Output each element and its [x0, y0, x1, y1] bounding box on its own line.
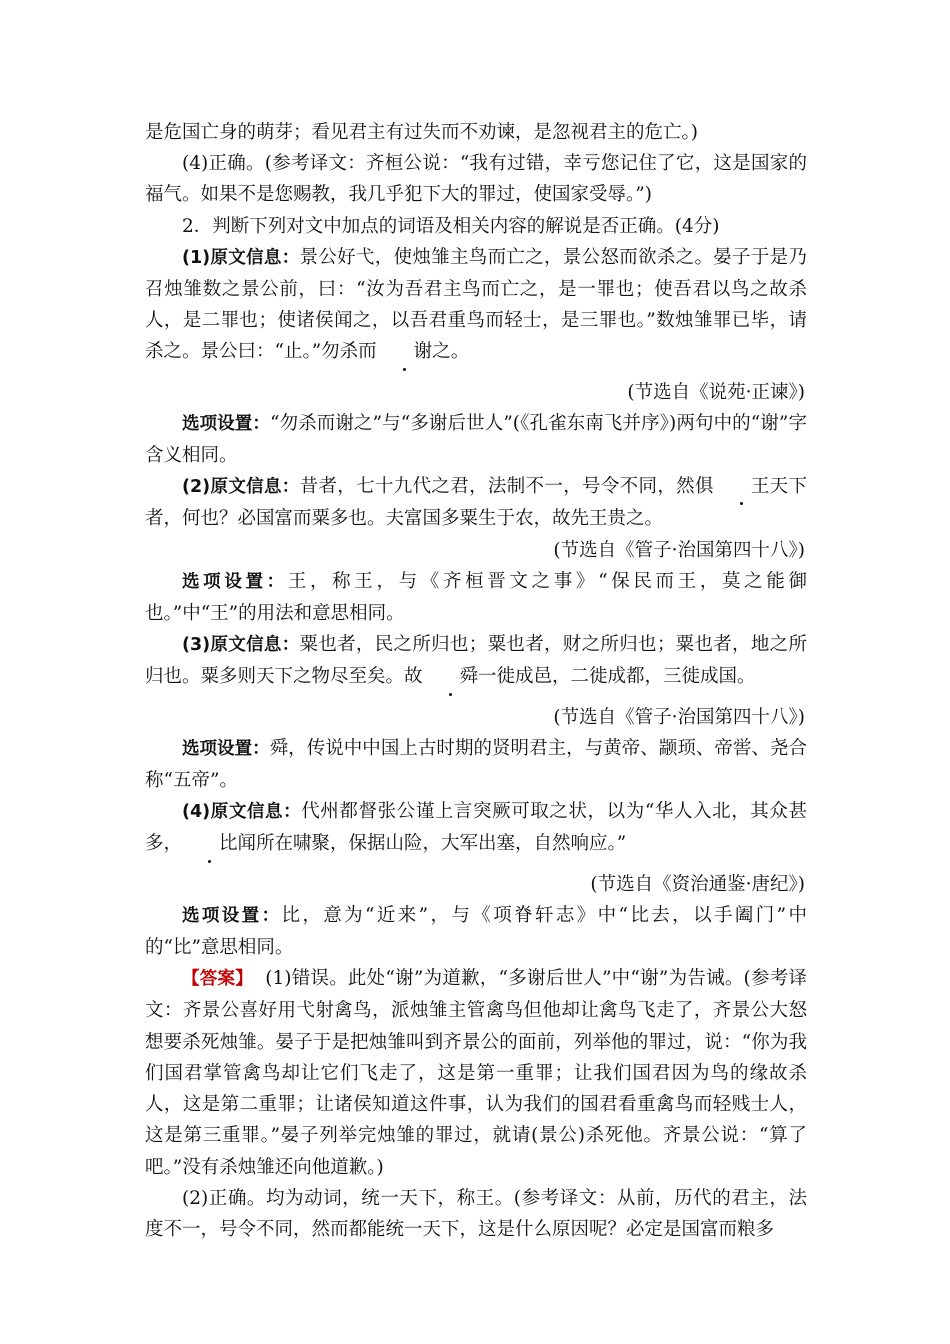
item-4-option: 选项设置：比，意为“近来”，与《项脊轩志》中“比去，以手阖门”中的“比”意思相同。 [145, 904, 807, 959]
item-2-option: 选项设置：王，称王，与《齐桓晋文之事》“保民而王，莫之能御也。”中“王”的用法和意思相同。 [145, 570, 807, 625]
item-3-option: 选项设置：舜，传说中中国上古时期的贤明君主，与黄帝、颛顼、帝喾、尧合称“五帝”。 [145, 737, 807, 792]
item-2-original-text: (2)原文信息：昔者，七十九代之君，法制不一，号令不同，然俱 王天下者，何也？必国富而粟多也。夫富国多粟生于农，故先王贵之。 [145, 471, 807, 534]
item-2-source: (节选自《管子·治国第四十八》) [553, 539, 805, 561]
answer-1: 【答案】 (1)错误。此处“谢”为道歉，“多谢后世人”中“谢”为告诫。(参考译文：齐景公喜好用弋射禽鸟，派烛雏主管禽鸟但他却让禽鸟飞走了，齐景公大怒想要杀死烛雏。晏子于是把烛雏叫到齐景公的面前，列举他的罪过，说：“你为我们国君掌管禽鸟却让它们飞走了，这是第一重罪；让我们国君因为鸟的缘故杀人，这是第二重罪；让诸侯知道这件事，认为我们的国君看重禽鸟而轻贱士人，这是第三重罪。”晏子列举完烛雏的罪过，就请(景公)杀死他。齐景公说：“算了吧。”没有杀烛雏还向他道歉。) [145, 968, 808, 1178]
item-1-source: (节选自《说苑·正谏》) [627, 381, 805, 403]
answer-2: (2)正确。均为动词，统一天下，称王。(参考译文：从前，历代的君主，法度不一，号令不同，然而都能统一天下，这是什么原因呢？必定是国富而粮多 [145, 1187, 807, 1240]
dotted-word: 比 [182, 828, 238, 859]
item-1-option: 选项设置：“勿杀而谢之”与“多谢后世人”(《孔雀东南飞并序》)两句中的“谢”字含义相同。 [145, 412, 807, 467]
item-2-label: (2)原文信息： [182, 477, 300, 498]
item-4-original-text: (4)原文信息：代州都督张公谨上言突厥可取之状，以为“华人入北，其众甚多， 比闻所在啸聚，保据山险，大军出塞，自然响应。” [145, 796, 807, 859]
dotted-word: 王 [714, 471, 770, 502]
paragraph-item-4-translation: (4)正确。(参考译文：齐桓公说：“我有过错，幸亏您记住了它，这是国家的福气。如果不是您赐教，我几乎犯下大的罪过，使国家受辱。”) [145, 153, 807, 206]
dotted-word: 舜 [423, 661, 479, 692]
answer-tag: 【答案】 [182, 969, 253, 990]
item-4-source: (节选自《资治通鉴·唐纪》) [590, 873, 805, 895]
item-3-original-text: (3)原文信息：粟也者，民之所归也；粟也者，财之所归也；粟也者，地之所归也。粟多则天下之物尽至矣。故 舜一徙成邑，二徙成都，三徙成国。 [145, 629, 807, 692]
paragraph-continuation: 是危国亡身的萌芽；看见君主有过失而不劝谏，是忽视君主的危亡。) [145, 122, 698, 143]
item-1-original-text: (1)原文信息：景公好弋，使烛雏主鸟而亡之，景公怒而欲杀之。晏子于是乃召烛雏数之景公前，曰：“汝为吾君主鸟而亡之，是一罪也；使吾君以鸟之故杀人，是二罪也；使诸侯闻之，以吾君重鸟而轻士，是三罪也。”数烛雏罪已毕，请杀之。景公曰：“止。”勿杀而 谢之。 [145, 242, 807, 368]
item-4-label: (4)原文信息： [182, 802, 302, 823]
question-2-prompt: 2．判断下列对文中加点的词语及相关内容的解说是否正确。(4分) [182, 215, 720, 237]
item-3-source: (节选自《管子·治国第四十八》) [553, 706, 805, 728]
item-1-label: (1)原文信息： [182, 247, 300, 268]
dotted-word: 谢 [377, 336, 433, 367]
item-3-label: (3)原文信息： [182, 635, 300, 656]
